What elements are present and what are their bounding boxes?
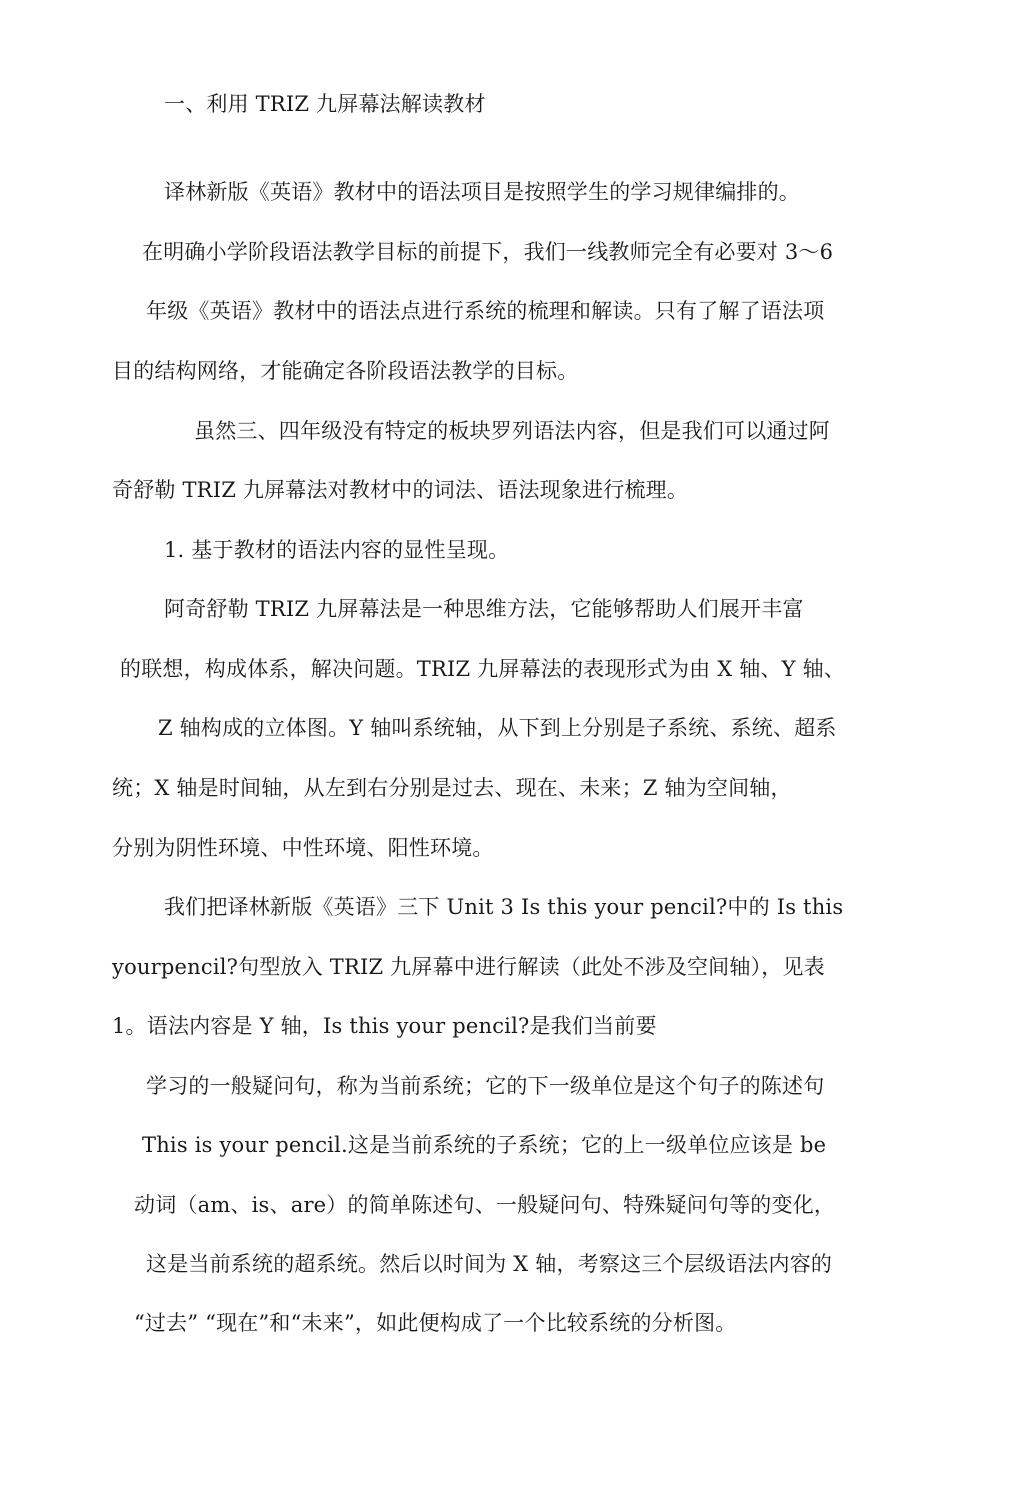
paragraph-line: 目的结构网络，才能确定各阶段语法教学的目标。 (112, 359, 579, 383)
paragraph-line: 虽然三、四年级没有特定的板块罗列语法内容，但是我们可以通过阿 (194, 419, 830, 443)
paragraph-line: 我们把译林新版《英语》三下 Unit 3 Is this your pencil?中的 Is this (164, 895, 844, 919)
paragraph-line: yourpencil?句型放入 TRIZ 九屏幕中进行解读（此处不涉及空间轴），见表 (112, 955, 825, 979)
paragraph-line: 年级《英语》教材中的语法点进行系统的梳理和解读。只有了解了语法项 (146, 299, 825, 323)
paragraph-line: Z 轴构成的立体图。Y 轴叫系统轴，从下到上分别是子系统、系统、超系 (158, 716, 837, 740)
paragraph-line: 译林新版《英语》教材中的语法项目是按照学生的学习规律编排的。 (164, 180, 800, 204)
paragraph-line: 统；X 轴是时间轴，从左到右分别是过去、现在、未来；Z 轴为空间轴， (112, 776, 792, 800)
subsection-heading: 1. 基于教材的语法内容的显性呈现。 (164, 538, 510, 562)
paragraph-line: 的联想，构成体系，解决问题。TRIZ 九屏幕法的表现形式为由 X 轴、Y 轴、 (120, 657, 846, 681)
paragraph-line: 这是当前系统的超系统。然后以时间为 X 轴，考察这三个层级语法内容的 (146, 1252, 833, 1276)
paragraph-line: 动词（am、is、are）的简单陈述句、一般疑问句、特殊疑问句等的变化， (134, 1193, 836, 1217)
paragraph-line: 阿奇舒勒 TRIZ 九屏幕法是一种思维方法，它能够帮助人们展开丰富 (164, 597, 804, 621)
paragraph-line: This is your pencil.这是当前系统的子系统；它的上一级单位应该是 be (142, 1133, 827, 1157)
paragraph-line: 学习的一般疑问句，称为当前系统；它的下一级单位是这个句子的陈述句 (146, 1074, 825, 1098)
paragraph-line: 在明确小学阶段语法教学目标的前提下，我们一线教师完全有必要对 3～6 (142, 240, 834, 264)
paragraph-line: 1。语法内容是 Y 轴，Is this your pencil?是我们当前要 (112, 1014, 657, 1038)
paragraph-line: 分别为阴性环境、中性环境、阳性环境。 (112, 836, 494, 860)
section-heading: 一、利用 TRIZ 九屏幕法解读教材 (164, 92, 486, 116)
paragraph-line: 奇舒勒 TRIZ 九屏幕法对教材中的词法、语法现象进行梳理。 (112, 478, 689, 502)
paragraph-line: “过去” “现在”和“未来”，如此便构成了一个比较系统的分析图。 (134, 1311, 737, 1335)
